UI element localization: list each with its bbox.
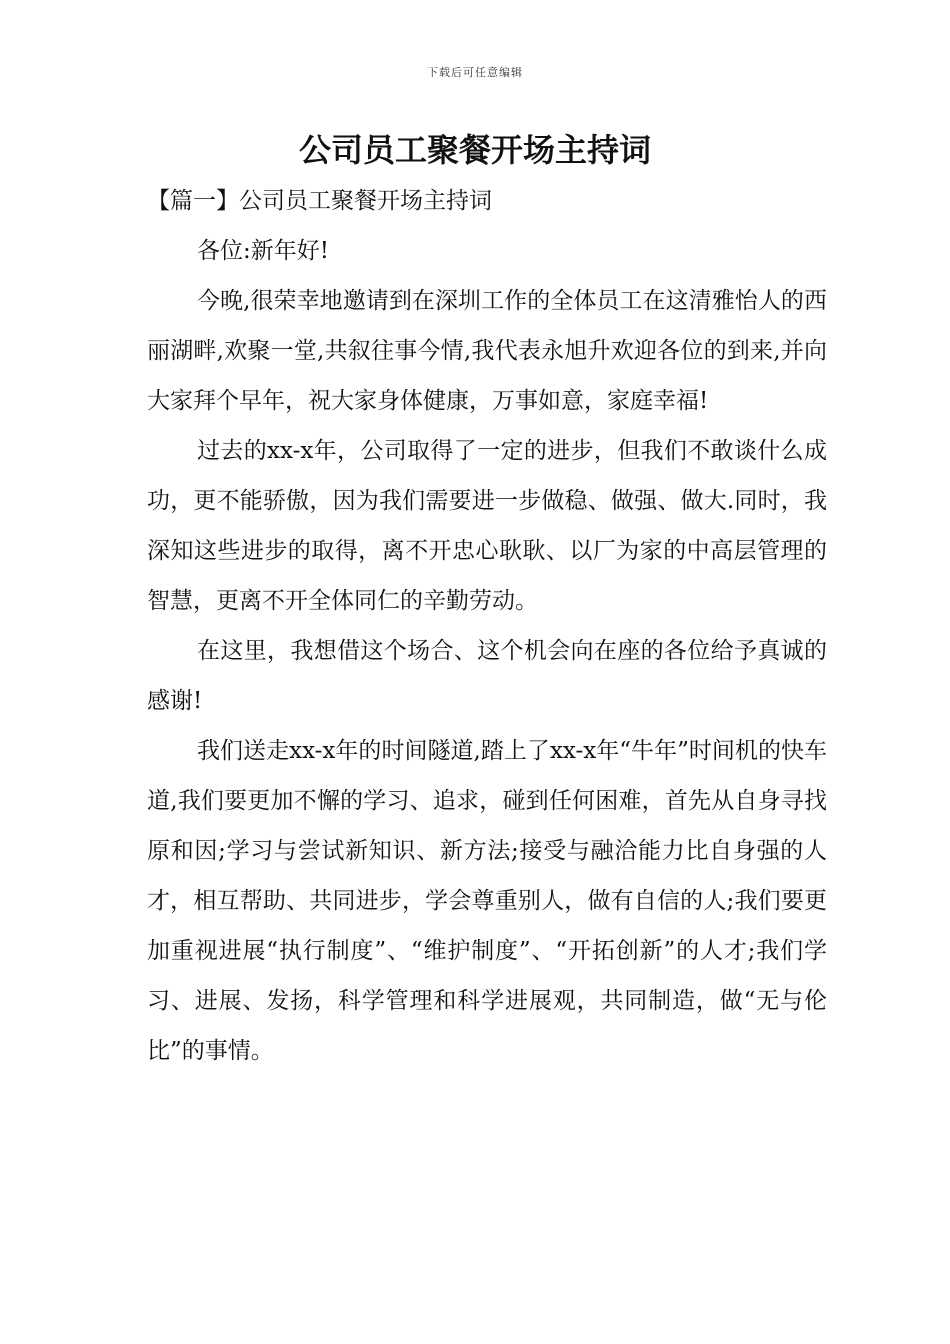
paragraph-greeting: 各位:新年好! [197, 238, 329, 264]
paragraph: 今晚,很荣幸地邀请到在深圳工作的全体员工在这清雅怡人的西丽湖畔,欢聚一堂,共叙往事今情,我代表永旭升欢迎各位的到来,并向大家拜个早年，祝大家身体健康，万事如意，家庭幸福! [147, 288, 827, 414]
document-body [147, 176, 827, 1076]
section-heading: 【篇一】公司员工聚餐开场主持词 [147, 188, 492, 214]
paragraph: 在这里，我想借这个场合、这个机会向在座的各位给予真诚的感谢! [147, 638, 827, 714]
paragraph: 过去的xx-x年，公司取得了一定的进步，但我们不敢谈什么成功，更不能骄傲，因为我们需要进一步做稳、做强、做大.同时，我深知这些进步的取得，离不开忠心耿耿、以厂为家的中高层管理的智慧，更离不开全体同仁的辛勤劳动。 [147, 438, 827, 614]
header-note: 下载后可任意编辑 [427, 66, 523, 79]
paragraph: 我们送走xx-x年的时间隧道,踏上了xx-x年“牛年”时间机的快车道,我们要更加不懈的学习、追求，碰到任何困难，首先从自身寻找原和因;学习与尝试新知识、新方法;接受与融洽能力比自身强的人才，相互帮助、共同进步，学会尊重别人，做有自信的人;我们要更加重视进展“执行制度”、“维护制度”、“开拓创新”的人才;我们学习、进展、发扬，科学管理和科学进展观，共同制造，做“无与伦比”的事情。 [147, 738, 827, 1064]
document-title: 公司员工聚餐开场主持词 [298, 131, 651, 169]
